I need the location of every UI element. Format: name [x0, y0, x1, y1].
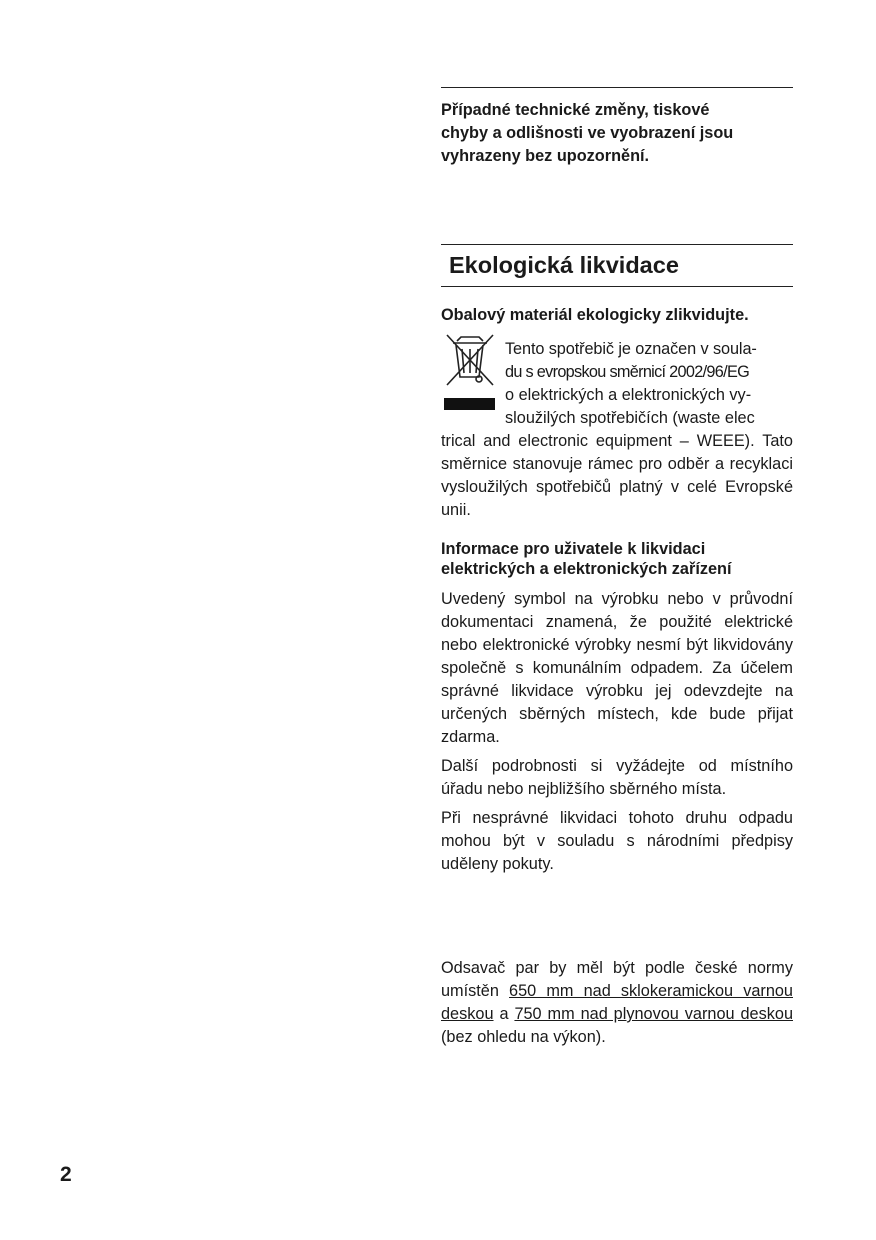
user-information-body [441, 588, 793, 876]
notice-line: chyby a odlišnosti ve vyobrazení jsou [441, 124, 734, 142]
packaging-instruction: Obalový materiál ekologicky zlikvidujte. [441, 306, 749, 324]
notice-line: Případné technické změny, tiskové [441, 101, 710, 119]
section-heading: Ekologická likvidace [449, 252, 679, 278]
note-text: a [493, 1005, 515, 1023]
page-number: 2 [60, 1163, 72, 1186]
weee-paragraph-wrapped [505, 338, 793, 430]
top-rule [441, 87, 793, 88]
weee-line: Tento spotřebič je označen v soula- [505, 340, 757, 358]
heading-top-rule [441, 244, 793, 245]
hood-installation-note [441, 957, 793, 1049]
gas-hob-distance: 750 mm nad plynovou varnou deskou [514, 1005, 793, 1023]
info-paragraph: Uvedený symbol na výrobku nebo v průvodní dokumentaci znamená, že použité elektrické nebo elektronické výrobky nesmí být likvidovány společně s komunálním odpadem. Za účelem správné likvidace výrobku jej odevzdejte na určených sběrných místech, kde bude přijat zdarma. [441, 590, 793, 746]
notice-line: vyhrazeny bez upozornění. [441, 147, 650, 165]
heading-line: Informace pro uživatele k likvidaci [441, 540, 706, 558]
ceramic-hob-distance: 650 mm nad sklokeramickou varnou deskou [441, 982, 793, 1023]
weee-line: sloužilých spotřebičích (waste elec [505, 409, 755, 427]
disclaimer-notice [441, 99, 793, 168]
note-text: Odsavač par by měl být podle české normy umístěn [441, 959, 793, 1000]
weee-paragraph: trical and electronic equipment – WEEE). Tato směrnice stanovuje rámec pro odběr a recyklaci vysloužilých spotřebičů platný v celé Evropské unii. [441, 432, 793, 519]
info-paragraph: Při nesprávné likvidaci tohoto druhu odpadu mohou být v souladu s národními předpisy uděleny pokuty. [441, 809, 793, 873]
heading-line: elektrických a elektronických zařízení [441, 560, 732, 578]
note-text: (bez ohledu na výkon). [441, 1028, 606, 1046]
weee-line: o elektrických a elektronických vy- [505, 386, 752, 404]
crossed-out-wheelie-bin-icon [443, 331, 497, 411]
info-paragraph: Další podrobnosti si vyžádejte od místního úřadu nebo nejbližšího sběrného místa. [441, 757, 793, 798]
weee-line: du s evropskou směrnicí 2002/96/EG [505, 363, 750, 381]
heading-bottom-rule [441, 286, 793, 287]
user-information-heading [441, 539, 793, 579]
